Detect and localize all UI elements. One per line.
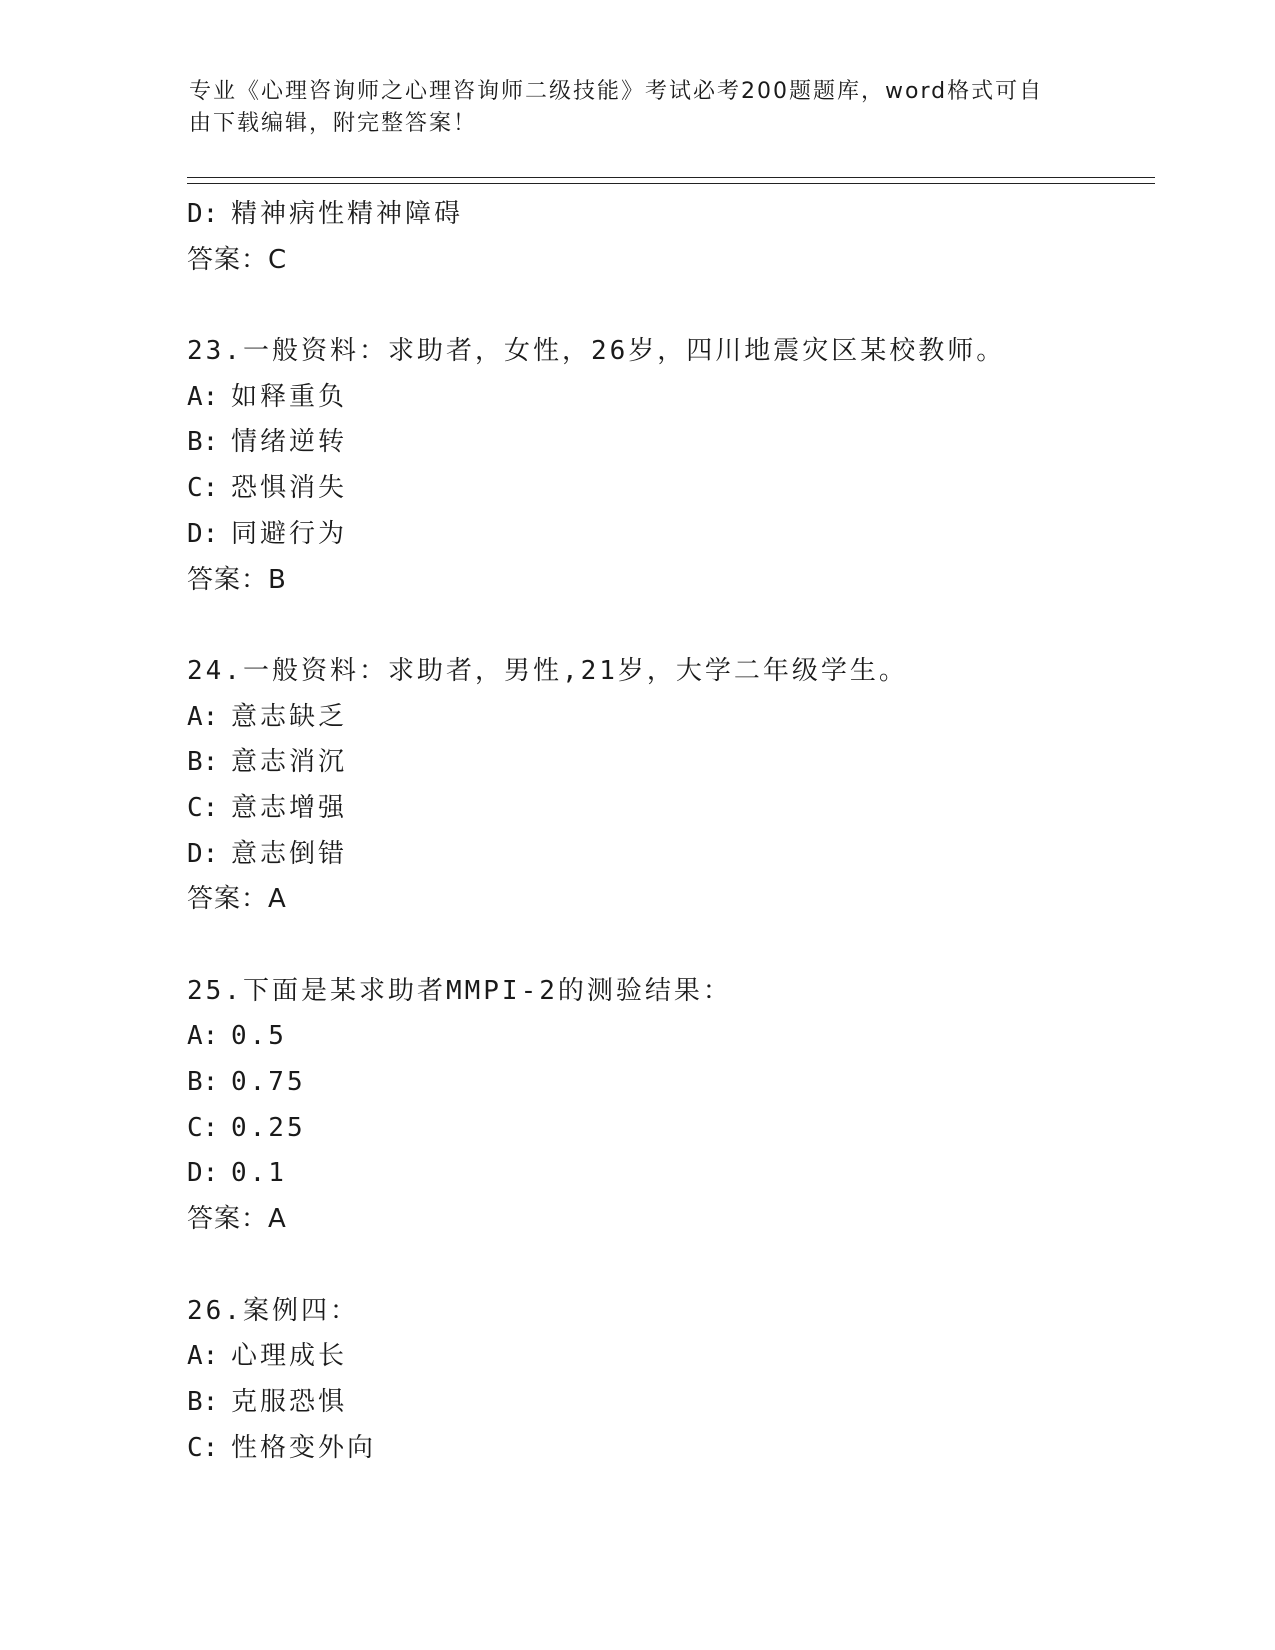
question-block — [187, 192, 1147, 283]
option-text: 意志增强 — [231, 792, 348, 823]
option-text: 同避行为 — [231, 518, 348, 549]
option-label: D: — [187, 518, 219, 549]
option-a — [187, 1334, 1147, 1380]
option-c — [187, 1426, 1147, 1472]
option-label: B: — [187, 1386, 219, 1417]
option-label: A: — [187, 1341, 219, 1372]
option-d — [187, 1151, 1147, 1197]
header-divider-top — [187, 177, 1155, 178]
option-d — [187, 512, 1147, 558]
header-line-2: 由下载编辑，附完整答案！ — [189, 111, 478, 136]
option-b — [187, 1060, 1147, 1106]
option-label: D: — [187, 838, 219, 869]
option-label: B: — [187, 747, 219, 778]
header-divider-bottom — [187, 183, 1155, 184]
option-label: A: — [187, 381, 219, 412]
question-list — [187, 192, 1147, 1471]
option-text: 性格变外向 — [231, 1432, 377, 1463]
option-text: 0.5 — [231, 1021, 287, 1052]
question-text: 25.下面是某求助者MMPI-2的测验结果： — [187, 975, 732, 1006]
option-label: A: — [187, 1021, 219, 1052]
option-label: C: — [187, 792, 219, 823]
option-label: D: — [187, 199, 219, 229]
option-b — [187, 420, 1147, 466]
answer-line: 答案：A — [187, 1204, 287, 1235]
option-b — [187, 740, 1147, 786]
option-b — [187, 1380, 1147, 1426]
option-text: 意志消沉 — [231, 747, 348, 778]
option-label: B: — [187, 1067, 219, 1098]
question-text: 26.案例四： — [187, 1295, 359, 1326]
option-a — [187, 375, 1147, 421]
document-header — [189, 76, 1069, 140]
block-spacer — [187, 923, 1147, 969]
option-d — [187, 192, 1147, 238]
option-c — [187, 1106, 1147, 1152]
option-text: 恐惧消失 — [231, 473, 348, 504]
answer-line: 答案：B — [187, 564, 287, 595]
question-block — [187, 1289, 1147, 1472]
question-text: 24.一般资料：求助者，男性,21岁，大学二年级学生。 — [187, 655, 908, 686]
option-text: 心理成长 — [231, 1341, 348, 1372]
option-text: 如释重负 — [231, 381, 348, 412]
block-spacer — [187, 603, 1147, 649]
option-label: D: — [187, 1158, 219, 1189]
block-spacer — [187, 1243, 1147, 1289]
option-label: C: — [187, 1432, 219, 1463]
option-label: C: — [187, 1112, 219, 1143]
option-a — [187, 1014, 1147, 1060]
option-text: 0.25 — [231, 1112, 306, 1143]
option-text: 0.1 — [231, 1158, 287, 1189]
option-text: 克服恐惧 — [231, 1386, 348, 1417]
question-block — [187, 969, 1147, 1243]
option-text: 0.75 — [231, 1067, 306, 1098]
option-c — [187, 466, 1147, 512]
option-a — [187, 695, 1147, 741]
header-line-1: 专业《心理咨询师之心理咨询师二级技能》考试必考200题题库，word格式可自 — [189, 79, 1044, 104]
question-block — [187, 649, 1147, 923]
option-label: B: — [187, 427, 219, 458]
option-text: 意志倒错 — [231, 838, 348, 869]
option-label: A: — [187, 701, 219, 732]
option-text: 精神病性精神障碍 — [231, 199, 464, 229]
question-block — [187, 329, 1147, 603]
answer-line: 答案：C — [187, 244, 288, 275]
block-spacer — [187, 283, 1147, 329]
option-text: 情绪逆转 — [231, 427, 348, 458]
answer-line: 答案：A — [187, 884, 287, 915]
option-d — [187, 832, 1147, 878]
option-label: C: — [187, 473, 219, 504]
option-c — [187, 786, 1147, 832]
question-text: 23.一般资料：求助者，女性，26岁，四川地震灾区某校教师。 — [187, 336, 1006, 367]
option-text: 意志缺乏 — [231, 701, 348, 732]
